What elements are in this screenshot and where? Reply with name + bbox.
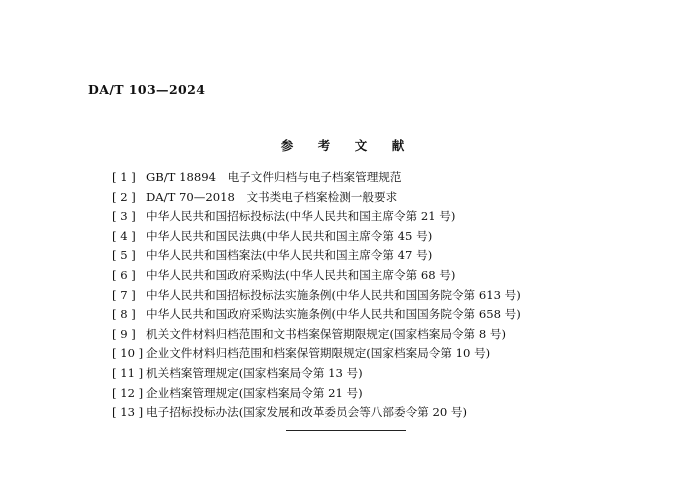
- reference-text: 中华人民共和国民法典(中华人民共和国主席令第 45 号): [146, 228, 433, 243]
- page-title: 参 考 文 献: [280, 138, 411, 153]
- reference-number: [ 10 ]: [112, 346, 144, 361]
- reference-text: 机关文件材料归档范围和文书档案保管期限规定(国家档案局令第 8 号): [146, 326, 507, 341]
- reference-text: GB/T 18894 电子文件归档与电子档案管理规范: [146, 170, 402, 184]
- reference-text: 机关档案管理规定(国家档案局令第 13 号): [146, 365, 363, 380]
- list-item: [112, 305, 632, 325]
- reference-number: [ 11 ]: [112, 365, 144, 380]
- reference-number: [ 7 ]: [112, 287, 136, 302]
- reference-text: 中华人民共和国政府采购法实施条例(中华人民共和国国务院令第 658 号): [146, 307, 521, 322]
- standard-code-header: DA/T 103—2024: [88, 82, 206, 97]
- reference-number: [ 1 ]: [112, 170, 136, 184]
- reference-text: 企业档案管理规定(国家档案局令第 21 号): [146, 385, 363, 400]
- list-item: [112, 384, 632, 404]
- list-item: [112, 286, 632, 306]
- list-item: [112, 403, 632, 423]
- reference-number: [ 9 ]: [112, 326, 136, 341]
- list-item: [112, 344, 632, 364]
- reference-text: 中华人民共和国档案法(中华人民共和国主席令第 47 号): [146, 248, 433, 263]
- reference-text: 企业文件材料归档范围和档案保管期限规定(国家档案局令第 10 号): [146, 346, 491, 361]
- reference-text: 电子招标投标办法(国家发展和改革委员会等八部委令第 20 号): [146, 405, 468, 420]
- reference-list: [112, 168, 632, 423]
- reference-number: [ 4 ]: [112, 228, 136, 243]
- reference-number: [ 5 ]: [112, 248, 136, 263]
- list-item: [112, 227, 632, 247]
- list-item: [112, 168, 632, 188]
- reference-text: 中华人民共和国招标投标法(中华人民共和国主席令第 21 号): [146, 209, 456, 224]
- reference-number: [ 6 ]: [112, 267, 136, 282]
- reference-text: 中华人民共和国招标投标法实施条例(中华人民共和国国务院令第 613 号): [146, 287, 521, 302]
- list-item: [112, 364, 632, 384]
- list-item: [112, 188, 632, 208]
- reference-number: [ 13 ]: [112, 405, 144, 420]
- reference-number: [ 12 ]: [112, 385, 144, 400]
- list-item: [112, 246, 632, 266]
- list-item: [112, 207, 632, 227]
- reference-number: [ 3 ]: [112, 209, 136, 224]
- reference-text: DA/T 70—2018 文书类电子档案检测一般要求: [146, 189, 398, 204]
- reference-number: [ 2 ]: [112, 189, 136, 204]
- section-divider: [286, 430, 406, 431]
- reference-text: 中华人民共和国政府采购法(中华人民共和国主席令第 68 号): [146, 267, 456, 282]
- list-item: [112, 325, 632, 345]
- list-item: [112, 266, 632, 286]
- reference-number: [ 8 ]: [112, 307, 136, 322]
